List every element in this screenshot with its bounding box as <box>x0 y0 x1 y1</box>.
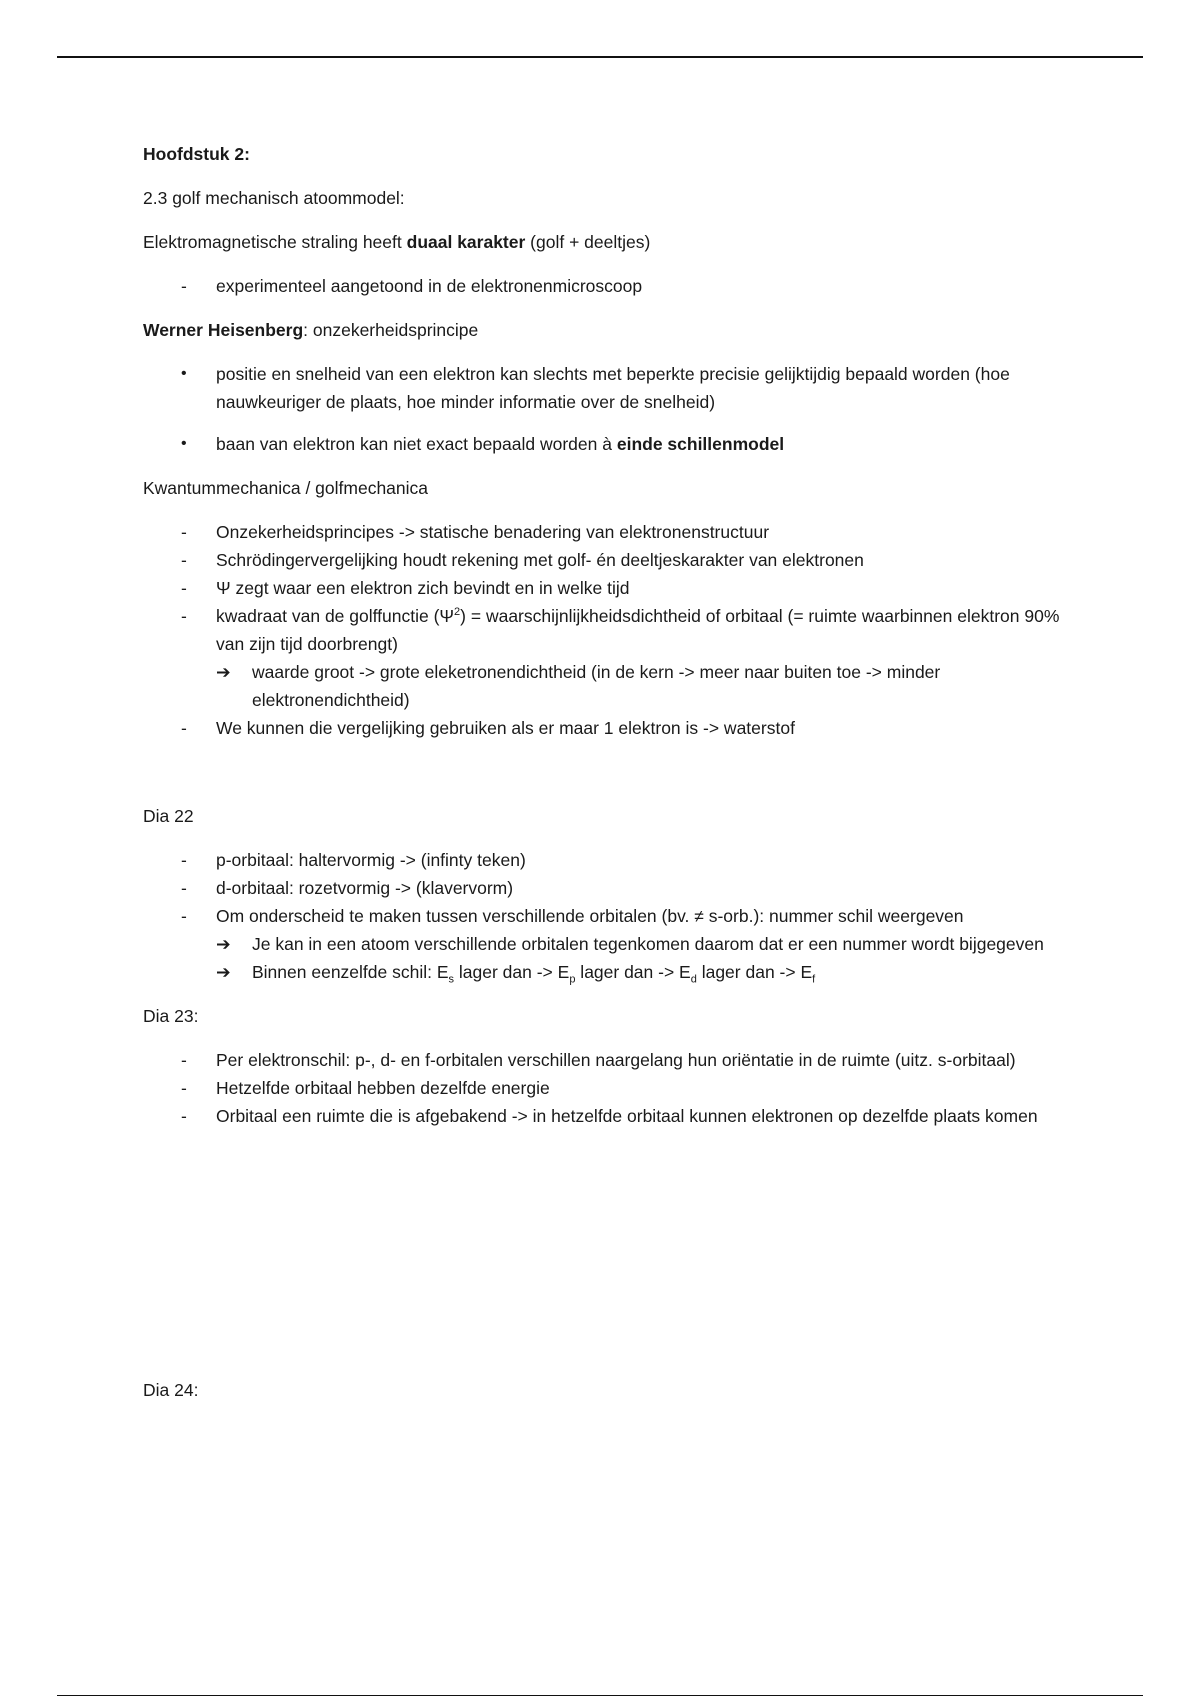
dia24-title: Dia 24: <box>143 1380 199 1400</box>
list-item: - Onzekerheidsprincipes -> statische benadering van elektronenstructuur <box>181 522 770 542</box>
list-item: - We kunnen die vergelijking gebruiken als er maar 1 elektron is -> waterstof <box>181 718 795 738</box>
arrow-item: ➔ waarde groot -> grote eleketronendichtheid (in de kern -> meer naar buiten toe -> minder elektronendichtheid) <box>143 658 1063 714</box>
list-item: • baan van elektron kan niet exact bepaald worden à einde schillenmodel <box>181 434 785 454</box>
list-item: - Ψ zegt waar een elektron zich bevindt en in welke tijd <box>181 578 630 598</box>
list-item: - Per elektronschil: p-, d- en f-orbitalen verschillen naargelang hun oriëntatie in de ruimte (uitz. s-orbitaal) <box>181 1050 1016 1070</box>
arrow-icon: ➔ <box>216 934 231 954</box>
section-title: 2.3 golf mechanisch atoommodel: <box>143 188 405 208</box>
kwantum-list <box>143 518 1063 742</box>
dia23-list <box>143 1046 1063 1130</box>
arrow-icon: ➔ <box>216 962 231 982</box>
list-item: - experimenteel aangetoond in de elektronenmicroscoop <box>181 276 643 296</box>
list-item: - d-orbitaal: rozetvormig -> (klavervorm) <box>181 878 514 898</box>
heisenberg-paragraph: Werner Heisenberg: onzekerheidsprincipe <box>143 320 479 340</box>
list-item: - p-orbitaal: haltervormig -> (infinty teken) <box>181 850 526 870</box>
dual-paragraph: Elektromagnetische straling heeft duaal karakter (golf + deeltjes) <box>143 232 651 252</box>
arrow-icon: ➔ <box>216 662 231 682</box>
bottom-rule <box>57 1695 1143 1696</box>
document-body <box>143 140 1063 1420</box>
heisenberg-list <box>143 360 1063 458</box>
dia22-list <box>143 846 1063 986</box>
chapter-heading: Hoofdstuk 2: <box>143 144 250 164</box>
list-item: - Hetzelfde orbitaal hebben dezelfde energie <box>181 1078 550 1098</box>
dual-list <box>143 272 1063 300</box>
arrow-item: ➔ Binnen eenzelfde schil: $E_s$ lager dan -> $E_p$ lager dan -> $E_d$ lager dan -> $E_f$ <box>143 958 1063 986</box>
top-rule <box>57 56 1143 58</box>
list-item: - kwadraat van de golffunctie $(\Psi^2)$ = waarschijnlijkheidsdichtheid of orbitaal (= ruimte waarbinnen elektron 90% van zijn tijd doorbrengt) <box>181 606 1060 654</box>
arrow-item: ➔ Je kan in een atoom verschillende orbitalen tegenkomen daarom dat er een nummer wordt bijgegeven <box>143 930 1063 958</box>
dia22-title: Dia 22 <box>143 806 194 826</box>
list-item: - Schrödingervergelijking houdt rekening met golf- én deeltjeskarakter van elektronen <box>181 550 864 570</box>
dia23-title: Dia 23: <box>143 1006 199 1026</box>
list-item: - Om onderscheid te maken tussen verschillende orbitalen (bv. ≠ s-orb.): nummer schil weergeven <box>181 906 964 926</box>
kwantum-title: Kwantummechanica / golfmechanica <box>143 478 429 498</box>
list-item: • positie en snelheid van een elektron kan slechts met beperkte precisie gelijktijdig bepaald worden (hoe nauwkeuriger de plaats, hoe minder informatie over de snelheid) <box>181 364 1010 412</box>
list-item: - Orbitaal een ruimte die is afgebakend -> in hetzelfde orbitaal kunnen elektronen op dezelfde plaats komen <box>181 1106 1038 1126</box>
